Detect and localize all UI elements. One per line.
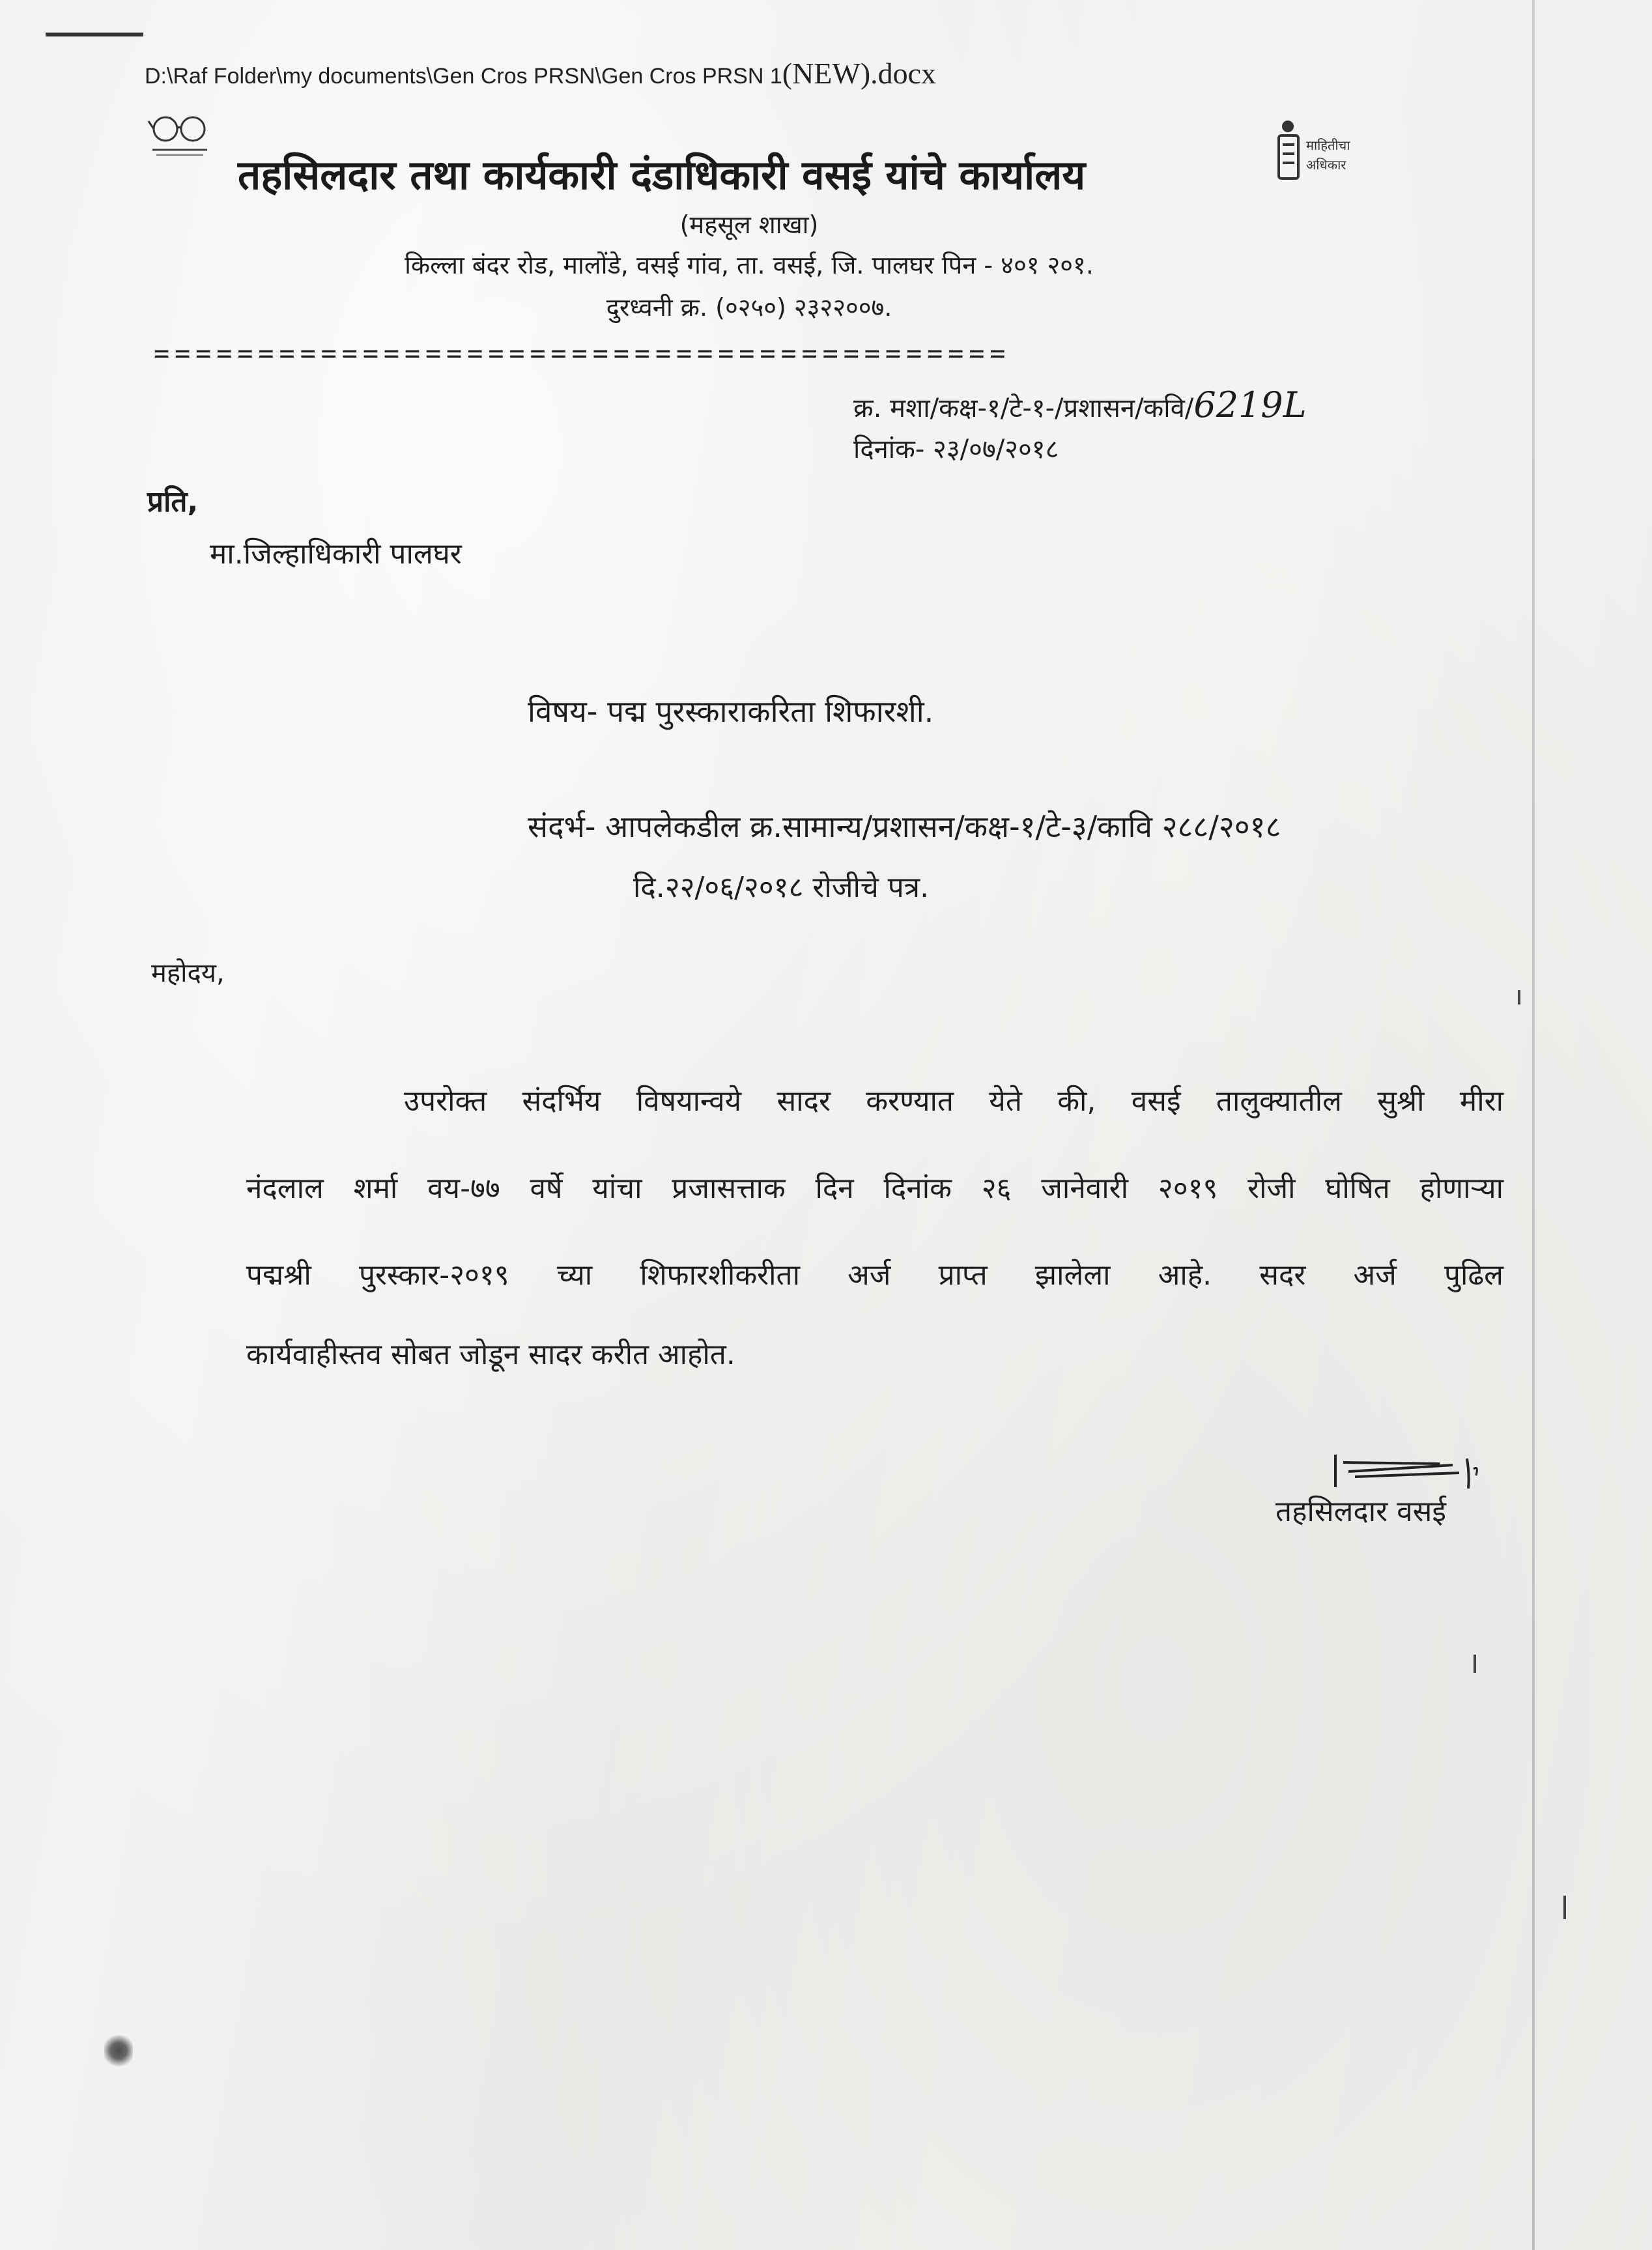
office-phone: दुरध्वनी क्र. (०२५०) २३२२००७.: [606, 293, 892, 322]
spectacles-emblem-icon: [147, 109, 212, 162]
scan-mark: [46, 33, 143, 36]
signature-icon: [1329, 1449, 1485, 1495]
ink-smudge: [104, 2032, 133, 2069]
page-edge-line: [1532, 0, 1535, 2250]
file-path-suffix: (NEW).docx: [782, 57, 937, 90]
recipient-name: मा.जिल्हाधिकारी पालघर: [210, 537, 462, 571]
rti-text-line1: माहितीचा: [1306, 137, 1350, 153]
reference-line-2: दि.२२/०६/२०१८ रोजीचे पत्र.: [633, 871, 930, 904]
scan-speck: [1518, 990, 1520, 1004]
rti-text-line2: अधिकार: [1306, 157, 1346, 173]
scan-speck: [1474, 1655, 1476, 1673]
body-line-1: उपरोक्त संदर्भिय विषयान्वये सादर करण्यात येते की, वसई तालुक्यातील सुश्री मीरा: [404, 1085, 1503, 1118]
scan-speck: [1563, 1896, 1566, 1919]
salutation: महोदय,: [151, 958, 225, 988]
reference-line-1: संदर्भ- आपलेकडील क्र.सामान्य/प्रशासन/कक्ष-१/टे-३/कावि २८८/२०१८: [528, 809, 1281, 844]
letter-date: दिनांक- २३/०७/२०१८: [853, 434, 1059, 464]
reference-number: [853, 384, 1307, 425]
reference-number-prefix: क्र. मशा/कक्ष-१/टे-१-/प्रशासन/कवि/: [853, 393, 1194, 423]
rti-emblem-icon: [1274, 117, 1378, 189]
subject-line: विषय- पद्म पुरस्काराकरिता शिफारशी.: [528, 694, 934, 729]
file-path-header: [145, 56, 936, 91]
handwritten-number: 6219L: [1193, 384, 1307, 425]
signatory-title: तहसिलदार वसई: [1275, 1495, 1446, 1528]
office-address: किल्ला बंदर रोड, मालोंडे, वसई गांव, ता. वसई, जि. पालघर पिन - ४०१ २०१.: [405, 251, 1094, 279]
branch-name: (महसूल शाखा): [679, 210, 819, 239]
body-line-3: पद्मश्री पुरस्कार-२०१९ च्या शिफारशीकरीता अर्ज प्राप्त झालेला आहे. सदर अर्ज पुढिल: [246, 1259, 1503, 1292]
body-line-2: नंदलाल शर्मा वय-७७ वर्षे यांचा प्रजासत्ताक दिन दिनांक २६ जानेवारी २०१९ रोजी घोषित होणाऱ्या: [246, 1172, 1503, 1205]
office-title: तहसिलदार तथा कार्यकारी दंडाधिकारी वसई यांचे कार्यालय: [238, 151, 1086, 199]
file-path: D:\Raf Folder\my documents\Gen Cros PRSN\Gen Cros PRSN 1: [145, 64, 782, 89]
recipient-label: प्रति,: [147, 485, 199, 519]
header-divider: =========================================: [154, 339, 1011, 369]
body-line-4: कार्यवाहीस्तव सोबत जोडून सादर करीत आहोत.: [246, 1338, 735, 1371]
